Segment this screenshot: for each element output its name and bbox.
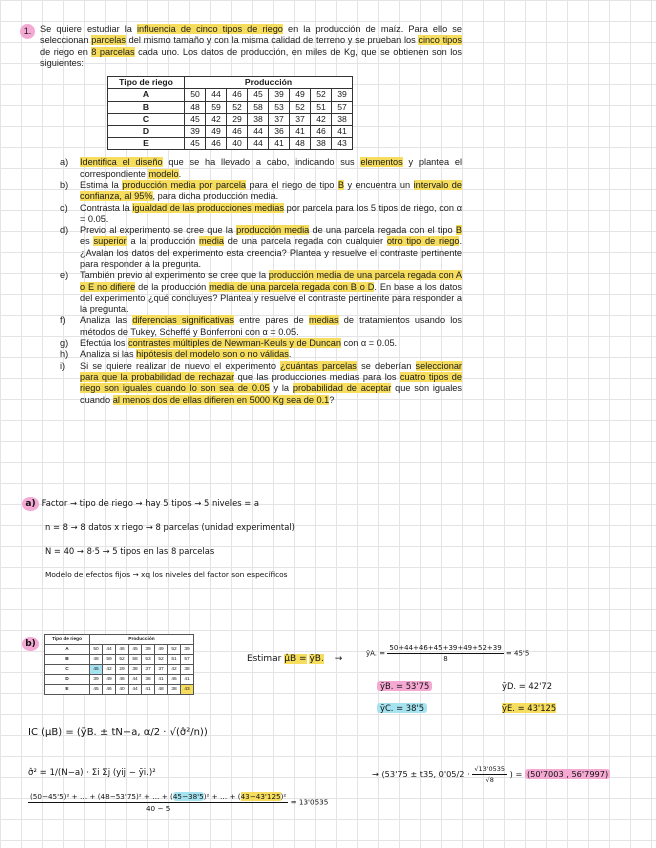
ya-numerator: 50+44+46+45+39+49+52+39: [389, 644, 502, 652]
question-segment: otro tipo de riego: [386, 236, 460, 247]
question-segment: entre pares de: [234, 315, 309, 326]
table-cell: 38: [248, 113, 269, 125]
question-segment: Efectúa los: [80, 338, 129, 349]
table-cell: 52: [290, 101, 311, 113]
question-segment: Identifica el diseño: [80, 157, 163, 168]
question-segment: contrastes múltiples de Newman-Keuls y de Duncan: [128, 338, 341, 349]
question-label: a): [60, 157, 69, 168]
question-segment: Analiza si las: [80, 349, 137, 360]
yc-value: ȳC. = 38'5: [377, 703, 427, 713]
question-segment: elementos: [360, 157, 403, 168]
question-segment: medias: [308, 315, 339, 326]
question-segment: Si se quiere realizar de nuevo el experimento: [80, 360, 281, 371]
question-segment: con α = 0.05.: [340, 338, 398, 349]
problem-statement: [20, 24, 462, 406]
notes-a-line4: Modelo de efectos fijos → xq los niveles del factor son específicos: [45, 570, 288, 579]
question-label: i): [60, 360, 66, 371]
ya-label: ȳA. =: [366, 649, 386, 658]
question-segment: modelo: [148, 168, 179, 179]
table-cell: 39: [269, 89, 290, 101]
question-segment: seleccionar para que la probabilidad de rechazar: [80, 360, 462, 382]
mini-table-cell: 39: [181, 645, 194, 655]
table-cell: 44: [248, 125, 269, 137]
question-segment: , para dicha producción media.: [152, 191, 279, 202]
question-segment: superior: [93, 236, 127, 247]
mini-table-cell: 38: [181, 665, 194, 675]
estimar-expr: μ̂B =: [284, 654, 307, 664]
question-segment: Previo al experimento se cree que la: [80, 225, 237, 236]
question-segment: .: [178, 168, 182, 179]
mini-table-cell: 41: [181, 675, 194, 685]
question-segment: producción media: [236, 225, 310, 236]
mini-table-cell: 48: [90, 655, 103, 665]
question-segment: es: [80, 236, 94, 247]
table-cell: 29: [227, 113, 248, 125]
mini-table-cell: 44: [103, 645, 116, 655]
table-cell: 57: [332, 101, 353, 113]
mini-row-label: C: [45, 665, 90, 675]
mini-table-row: [45, 655, 194, 665]
estimar-arrow: →: [334, 654, 343, 664]
mini-table-cell: 49: [103, 675, 116, 685]
mini-table-cell: 46: [168, 675, 181, 685]
question-segment: de la producción: [135, 281, 210, 292]
ic-result: [372, 765, 610, 784]
question-segment: que las producciones medias para los: [234, 371, 400, 382]
mini-table-cell: 52: [168, 645, 181, 655]
question-segment: y la: [269, 383, 293, 394]
table-cell: 37: [290, 113, 311, 125]
mini-row-label: E: [45, 685, 90, 695]
sigma-calc-result: = 13'0535: [290, 797, 329, 807]
notes-b-badge: b): [22, 637, 39, 651]
production-table: [107, 76, 353, 150]
ya-fraction: [387, 644, 503, 663]
sigma-formula: σ̂² = 1/(N−a) · Σi Σj (yij − ȳi.)²: [28, 768, 156, 778]
mini-row-label: A: [45, 645, 90, 655]
row-label: E: [108, 138, 185, 150]
ic-result-close: ) =: [509, 769, 523, 779]
question-segment: de una parcela regada con el tipo: [309, 225, 456, 236]
question-item: [60, 315, 462, 338]
question-segment: producción media por parcela: [122, 179, 246, 190]
mini-table-row: [45, 675, 194, 685]
ic-formula: IC (μB) = (ȳB. ± tN−a, α/2 · √(σ̂²/n)): [28, 727, 208, 738]
table-cell: 46: [227, 125, 248, 137]
mini-table-cell: 46: [103, 685, 116, 695]
table-cell: 49: [290, 89, 311, 101]
table-cell: 45: [185, 113, 206, 125]
question-segment: ?: [329, 394, 335, 405]
mini-table-cell: 51: [168, 655, 181, 665]
table-cell: 58: [248, 101, 269, 113]
question-segment: . ¿Avalan los datos del experimento esta creencia? Plantea y resuelve el contraste pertinente para responder a la pregunta.: [80, 236, 462, 269]
mini-table-cell: 42: [103, 665, 116, 675]
production-table-copy: [44, 634, 194, 695]
question-segment: que se ha llevado a cabo, indicando sus: [162, 157, 361, 168]
mini-table-cell: 50: [90, 645, 103, 655]
question-label: g): [60, 338, 69, 349]
table-cell: 40: [227, 138, 248, 150]
table-cell: 53: [269, 101, 290, 113]
mini-header-production: Producción: [90, 635, 194, 645]
question-segment: y encuentra un: [344, 179, 414, 190]
table-cell: 44: [248, 138, 269, 150]
calc-num-1: (50−45'5)² + … + (48−53'75)² + … + (: [30, 792, 173, 801]
mini-table-cell: 52: [116, 655, 129, 665]
mini-table-cell: 38: [168, 685, 181, 695]
mini-table-cell: 37: [142, 665, 155, 675]
mini-table-cell: 59: [103, 655, 116, 665]
question-segment: probabilidad de aceptar: [292, 383, 392, 394]
question-segment: de tratamientos usando los métodos de Tukey, Scheffé y Bonferroni con α = 0.05.: [80, 315, 463, 337]
question-segment: .: [288, 349, 292, 360]
question-segment: a la producción: [126, 236, 199, 247]
question-item: [60, 349, 462, 360]
mini-table-row: [45, 645, 194, 655]
question-item: [60, 270, 462, 315]
question-segment: También previo al experimento se cree que la: [80, 270, 269, 281]
question-segment: media: [198, 236, 225, 247]
question-segment: ¿cuántas parcelas: [280, 360, 357, 371]
estimar-label: Estimar: [247, 654, 282, 664]
row-label: D: [108, 125, 185, 137]
question-label: d): [60, 225, 69, 236]
table-cell: 44: [206, 89, 227, 101]
table-cell: 46: [206, 138, 227, 150]
row-label: C: [108, 113, 185, 125]
question-segment: y plantea el correspondiente: [80, 157, 463, 179]
intro-segment: de riego en: [40, 46, 92, 57]
problem-number: 1.: [20, 24, 35, 39]
mini-table-cell: 45: [90, 665, 103, 675]
notes-a-line3: N = 40 → 8·5 → 5 tipos en las 8 parcelas: [45, 546, 215, 556]
question-segment: hipótesis del modelo son o no válidas: [136, 349, 289, 360]
estimar-ybar: ȳB.: [309, 654, 324, 664]
question-item: [60, 203, 462, 226]
intro-segment: parcelas: [91, 35, 126, 46]
intro-segment: cinco tipos: [418, 35, 462, 46]
question-segment: por parcela para los 5 tipos de riego, con α = 0.05.: [80, 202, 463, 224]
question-segment: que son iguales cuando: [80, 383, 462, 405]
mini-table-cell: 48: [155, 685, 168, 695]
mini-table-cell: 41: [155, 675, 168, 685]
mini-table-cell: 29: [116, 665, 129, 675]
question-item: [60, 225, 462, 270]
table-cell: 48: [185, 101, 206, 113]
question-segment: B: [337, 179, 344, 190]
table-cell: 43: [332, 138, 353, 150]
question-segment: intervalo de confianza, al 95%: [80, 179, 462, 202]
table-cell: 48: [290, 138, 311, 150]
table-cell: 49: [206, 125, 227, 137]
yb-value: ȳB. = 53'75: [377, 681, 432, 691]
intro-segment: influencia de cinco tipos de riego: [136, 24, 283, 34]
notes-a-badge: a): [22, 497, 39, 511]
table-row: [108, 89, 353, 101]
table-cell: 51: [311, 101, 332, 113]
mini-table-cell: 52: [155, 655, 168, 665]
table-cell: 39: [185, 125, 206, 137]
calc-num-hl2: 43−43'125: [240, 792, 281, 801]
table-cell: 52: [227, 101, 248, 113]
question-segment: al menos dos de ellas difieren en 5000 Kg sea de 0.1: [112, 394, 330, 405]
problem-intro: [40, 24, 462, 69]
mini-table-cell: 53: [142, 655, 155, 665]
table-row: [108, 101, 353, 113]
question-segment: para el riego de tipo: [246, 179, 338, 190]
table-cell: 36: [269, 125, 290, 137]
mini-table-cell: 49: [155, 645, 168, 655]
notes-a-line1: [22, 497, 259, 511]
table-cell: 46: [311, 125, 332, 137]
question-segment: cuatro tipos de riego son iguales cuando lo son sea de 0.05: [80, 371, 462, 394]
table-row: [108, 138, 353, 150]
question-segment: de una parcela regada con cualquier: [224, 236, 387, 247]
mini-row-label: B: [45, 655, 90, 665]
mini-table-cell: 45: [90, 685, 103, 695]
question-segment: media de una parcela regada con B o D: [209, 281, 375, 292]
mini-table-cell: 58: [129, 655, 142, 665]
mini-table-cell: 57: [181, 655, 194, 665]
notes-a-text1: Factor → tipo de riego → hay 5 tipos → 5 niveles = a: [41, 498, 260, 508]
table-header-production: Producción: [185, 77, 353, 89]
table-cell: 41: [290, 125, 311, 137]
mini-header-type: Tipo de riego: [45, 635, 90, 645]
ic-interval: (50'7003 , 56'7997): [526, 769, 609, 779]
table-cell: 50: [185, 89, 206, 101]
intro-segment: cada uno. Los datos de producción, en miles de Kg, que se obtienen son los siguientes:: [40, 46, 463, 68]
row-label: B: [108, 101, 185, 113]
calc-num-hl1: 45−38'5: [172, 792, 204, 801]
question-label: c): [60, 202, 68, 213]
row-label: A: [108, 89, 185, 101]
mini-table-cell: 41: [142, 685, 155, 695]
question-item: [60, 157, 462, 180]
question-item: [60, 361, 462, 406]
sigma-calc-denominator: 40 − 5: [145, 804, 171, 813]
ic-sqrt-den: √8: [485, 776, 494, 784]
intro-segment: 8 parcelas: [91, 46, 135, 57]
mini-table-row: [45, 665, 194, 675]
table-cell: 42: [206, 113, 227, 125]
mini-table-row: [45, 685, 194, 695]
question-segment: se deberían: [356, 360, 416, 371]
ye-value-wrap: [502, 703, 556, 713]
question-label: e): [60, 270, 69, 281]
question-item: [60, 338, 462, 349]
table-header-type: Tipo de riego: [108, 77, 185, 89]
table-row: [108, 113, 353, 125]
table-cell: 46: [227, 89, 248, 101]
mini-row-label: D: [45, 675, 90, 685]
mini-table-cell: 44: [129, 685, 142, 695]
table-cell: 41: [332, 125, 353, 137]
notes-b-badge-wrap: [22, 637, 39, 651]
intro-segment: del mismo tamaño y con la misma calidad de terreno y se prueban los: [125, 35, 419, 46]
question-list: [60, 157, 462, 406]
intro-segment: Se quiere estudiar la: [40, 24, 137, 34]
estimar-line: [247, 654, 342, 664]
question-label: f): [60, 315, 66, 326]
table-row: [108, 125, 353, 137]
question-label: h): [60, 349, 69, 360]
question-segment: Estima la: [80, 179, 123, 190]
ic-sqrt-fraction: [472, 765, 507, 784]
table-cell: 45: [248, 89, 269, 101]
table-cell: 39: [332, 89, 353, 101]
sigma-calc-fraction: [28, 792, 288, 813]
sigma-calculation: [28, 792, 328, 813]
ya-calc: [366, 644, 529, 663]
question-segment: diferencias significativas: [132, 315, 234, 326]
mini-table-cell: 39: [142, 645, 155, 655]
mini-table-cell: 36: [142, 675, 155, 685]
mini-table-cell: 42: [168, 665, 181, 675]
table-cell: 41: [269, 138, 290, 150]
table-cell: 37: [269, 113, 290, 125]
mini-table-cell: 39: [90, 675, 103, 685]
question-segment: Analiza las: [80, 315, 133, 326]
table-cell: 42: [311, 113, 332, 125]
mini-table-cell: 46: [116, 645, 129, 655]
mini-table-cell: 37: [155, 665, 168, 675]
mini-table-cell: 45: [129, 645, 142, 655]
yd-value: ȳD. = 42'72: [502, 681, 553, 691]
mini-table-cell: 38: [129, 665, 142, 675]
question-segment: B: [455, 225, 462, 236]
ic-result-prefix: → (53'75 ± t35, 0'05/2 ·: [372, 769, 470, 779]
mini-table-cell: 46: [116, 675, 129, 685]
sigma-calc-numerator: [28, 792, 288, 803]
ya-result: = 45'5: [505, 649, 530, 658]
calc-num-3: )²: [280, 792, 287, 801]
mini-table-cell: 40: [116, 685, 129, 695]
table-cell: 45: [185, 138, 206, 150]
question-label: b): [60, 179, 69, 190]
question-segment: . En base a los datos del experimento ¿qué concluyes? Plantea y resuelve el contraste pertinente para responder a la pregunta.: [80, 281, 463, 315]
table-cell: 38: [332, 113, 353, 125]
table-cell: 59: [206, 101, 227, 113]
question-segment: producción media de una parcela regada con A o E no difiere: [80, 270, 462, 292]
mini-table-cell: 43: [181, 685, 194, 695]
question-segment: Contrasta la: [80, 202, 133, 213]
question-item: [60, 180, 462, 203]
table-cell: 38: [311, 138, 332, 150]
calc-num-2: )² + … + (: [203, 792, 241, 801]
ya-denominator: 8: [443, 655, 448, 663]
ye-value: ȳE. = 43'125: [502, 703, 557, 713]
notes-a-line2: n = 8 → 8 datos x riego → 8 parcelas (unidad experimental): [45, 522, 295, 532]
ic-sqrt-num: √13'0535: [474, 765, 506, 773]
intro-segment: en la producción de maíz. Para ello se seleccionan: [40, 24, 462, 46]
question-segment: igualdad de las producciones medias: [132, 202, 284, 213]
mini-table-cell: 44: [129, 675, 142, 685]
table-cell: 52: [311, 89, 332, 101]
